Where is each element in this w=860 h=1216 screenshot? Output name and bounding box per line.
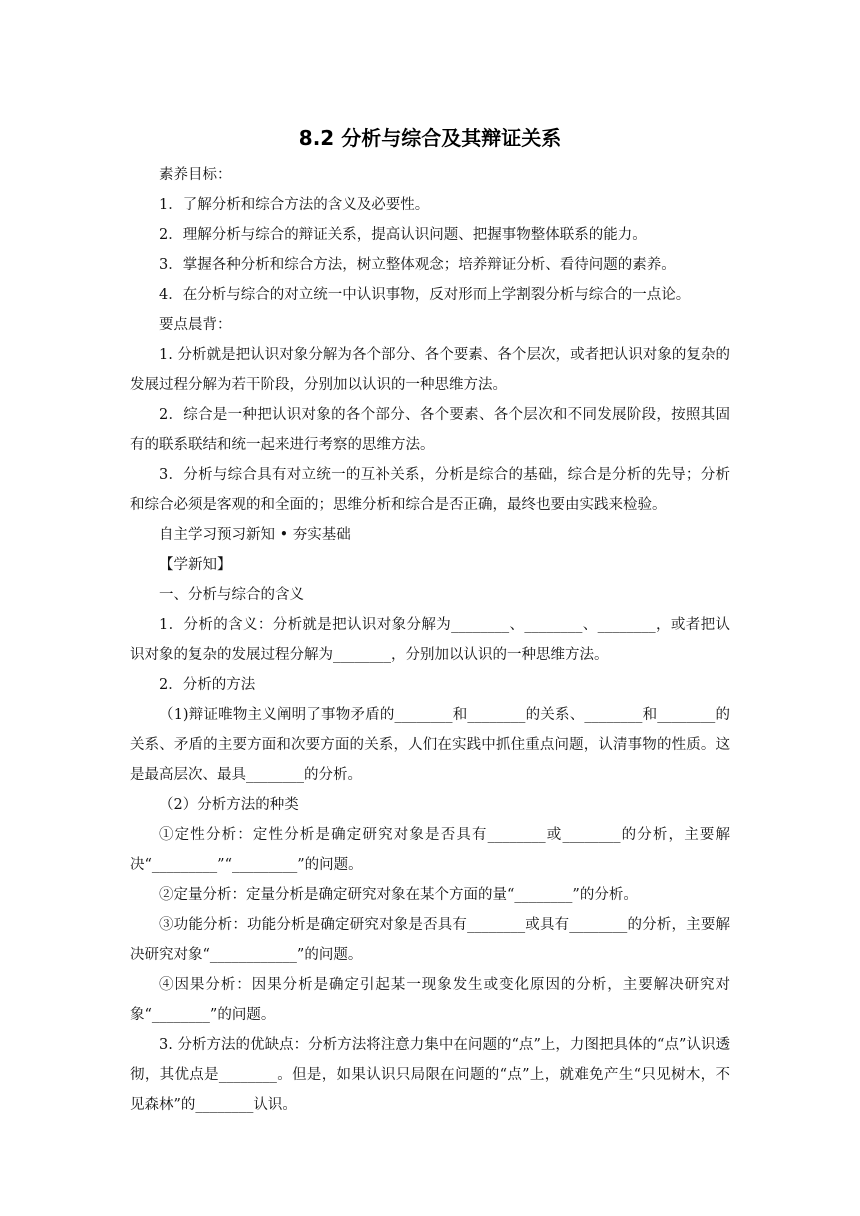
goal-item: 4．在分析与综合的对立统一中认识事物，反对形而上学割裂分析与综合的一点论。 (159, 287, 691, 303)
numbered-heading: 2．分析的方法 (159, 677, 256, 693)
fill-in-paragraph: ③功能分析：功能分析是确定研究对象是否具有________或具有________的分析，主要解决研究对象“____________”的问题。 (130, 917, 730, 963)
section-heading-new-knowledge: 【学新知】 (159, 557, 232, 573)
fill-in-paragraph: 1．分析的含义：分析就是把认识对象分解为________、________、________，或者把认识对象的复杂的发展过程分解为________，分别加以认识的一种思维方法。 (130, 617, 730, 663)
section-heading-key-points: 要点晨背： (159, 317, 232, 333)
document-title: 8.2 分析与综合及其辩证关系 (298, 126, 562, 150)
fill-in-paragraph: ④因果分析：因果分析是确定引起某一现象发生或变化原因的分析，主要解决研究对象“________”的问题。 (130, 977, 730, 1023)
fill-in-paragraph: ②定量分析：定量分析是确定研究对象在某个方面的量“________”的分析。 (159, 887, 638, 903)
section-heading-goals: 素养目标： (159, 167, 232, 183)
key-point-item: 2．综合是一种把认识对象的各个部分、各个要素、各个层次和不同发展阶段，按照其固有的联系联结和统一起来进行考察的思维方法。 (130, 407, 730, 453)
fill-in-paragraph: 3. 分析方法的优缺点：分析方法将注意力集中在问题的“点”上，力图把具体的“点”认识透彻，其优点是________。但是，如果认识只局限在问题的“点”上，就难免产生“只见树木，不见森林”的________认识。 (130, 1037, 730, 1113)
subsection-heading: 一、分析与综合的含义 (159, 587, 304, 603)
goal-item: 2．理解分析与综合的辩证关系，提高认识问题、把握事物整体联系的能力。 (159, 227, 647, 243)
numbered-heading: （2）分析方法的种类 (159, 797, 299, 813)
goal-item: 1．了解分析和综合方法的含义及必要性。 (159, 197, 430, 213)
document-body (130, 160, 730, 1120)
key-point-item: 1. 分析就是把认识对象分解为各个部分、各个要素、各个层次，或者把认识对象的复杂的发展过程分解为若干阶段，分别加以认识的一种思维方法。 (130, 347, 730, 393)
key-point-item: 3．分析与综合具有对立统一的互补关系，分析是综合的基础，综合是分析的先导；分析和综合必须是客观的和全面的；思维分析和综合是否正确，最终也要由实践来检验。 (130, 467, 730, 513)
fill-in-paragraph: ①定性分析：定性分析是确定研究对象是否具有________或________的分析，主要解决“_________”“_________”的问题。 (130, 827, 730, 873)
section-heading-self-study: 自主学习预习新知 • 夯实基础 (159, 527, 351, 543)
fill-in-paragraph: （1)辩证唯物主义阐明了事物矛盾的________和________的关系、________和________的关系、矛盾的主要方面和次要方面的关系，人们在实践中抓住重点问题，认清事物的性质。这是最高层次、最具________的分析。 (130, 707, 730, 783)
goal-item: 3．掌握各种分析和综合方法，树立整体观念；培养辩证分析、看待问题的素养。 (159, 257, 676, 273)
